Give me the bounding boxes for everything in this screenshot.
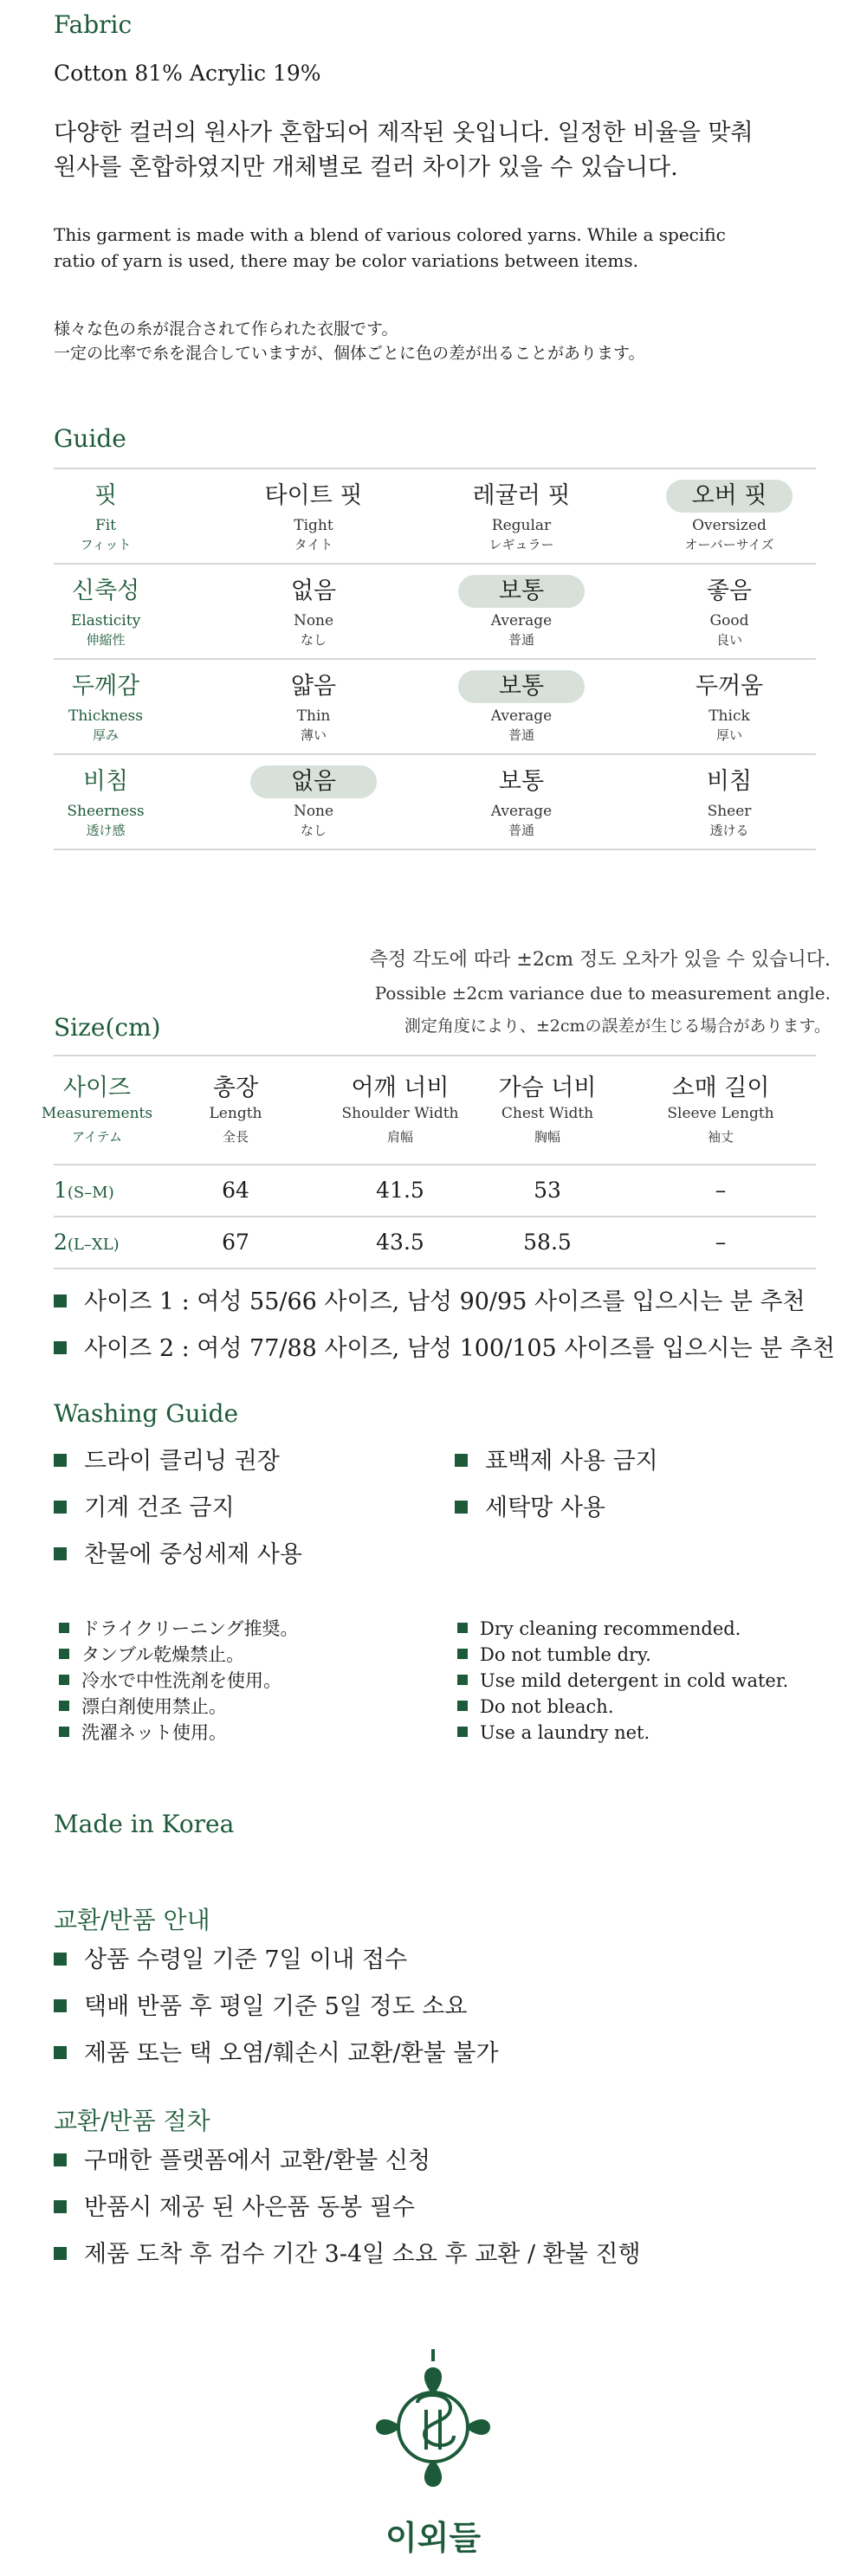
bullet-icon: [457, 1623, 468, 1633]
size-value-cell: [625, 1217, 816, 1268]
exchange-process-text: 반품시 제공 된 사은품 동봉 필수: [84, 2194, 415, 2221]
bullet-icon: [54, 1547, 67, 1560]
bullet-icon: [54, 1454, 67, 1467]
size-value: –: [715, 1178, 727, 1203]
size-row-label: [54, 1178, 114, 1203]
size-value-cell: [469, 1217, 625, 1268]
size-header-en: Chest Width: [501, 1105, 594, 1122]
bullet-icon: [59, 1701, 69, 1711]
exchange-process-text: 제품 도착 후 검수 기간 3-4일 소요 후 교환 / 환불 진행: [84, 2241, 641, 2268]
guide-row: [54, 468, 816, 565]
size-note-jp: 測定角度により、±2cmの誤差が生じる場合があります。: [404, 1017, 831, 1036]
guide-text-ko: 보통: [498, 578, 545, 604]
size-header-ko: 총장: [212, 1075, 259, 1101]
guide-text-en: Sheerness: [67, 803, 145, 820]
guide-label-cell: [2, 469, 210, 563]
size-recommendation: [54, 1333, 835, 1365]
size-header-jp: 袖丈: [707, 1129, 734, 1145]
exchange-process-item: [54, 2239, 641, 2270]
fabric-ko-line: 원사를 혼합하였지만 개체별로 컬러 차이가 있을 수 있습니다.: [54, 154, 678, 181]
guide-option-cell: [210, 469, 417, 563]
guide-text-jp: タイト: [294, 537, 333, 552]
guide-text-jp: 普通: [508, 632, 534, 648]
guide-text-en: Regular: [491, 517, 552, 534]
guide-text-en: None: [293, 612, 334, 629]
bullet-icon: [59, 1727, 69, 1737]
fabric-en-line: ratio of yarn is used, there may be color variations between items.: [54, 250, 638, 271]
guide-text-ko: 신축성: [71, 578, 140, 604]
guide-text-ko: 비침: [82, 768, 129, 795]
size-value: 41.5: [376, 1178, 424, 1203]
washing-item: [54, 1540, 302, 1571]
washing-item: [54, 1493, 235, 1524]
exchange-info-item: [54, 2038, 498, 2069]
size-header-en: Shoulder Width: [341, 1105, 459, 1122]
size-number: 2: [54, 1230, 68, 1255]
size-header-cell: [314, 1056, 487, 1164]
guide-row: [54, 660, 816, 755]
size-value: 43.5: [376, 1230, 424, 1255]
exchange-info-item: [54, 1945, 407, 1976]
guide-text-en: Tight: [294, 517, 333, 534]
guide-text-jp: 透ける: [709, 823, 749, 838]
size-value: 64: [222, 1178, 249, 1203]
size-header-ko: 소매 길이: [671, 1075, 770, 1101]
guide-table: [54, 468, 816, 850]
washing-title: Washing Guide: [54, 1399, 239, 1428]
size-value: 67: [222, 1230, 249, 1255]
guide-option-cell: [210, 755, 417, 849]
guide-text-jp: 薄い: [300, 727, 327, 743]
washing-en-text: Dry cleaning recommended.: [480, 1618, 741, 1639]
size-value: 58.5: [523, 1230, 572, 1255]
fabric-jp-line: 一定の比率で糸を混合していますが、個体ごとに色の差が出ることがあります。: [54, 344, 645, 363]
washing-jp-item: [59, 1616, 299, 1642]
origin-label: Made in Korea: [54, 1810, 235, 1838]
size-title: Size(cm): [54, 1013, 161, 1042]
guide-text-ko: 얇음: [290, 673, 337, 700]
guide-option-cell: [210, 660, 417, 753]
size-number: 1: [54, 1178, 68, 1203]
size-header-jp: 胸幅: [534, 1129, 560, 1145]
guide-title: Guide: [54, 424, 126, 453]
washing-jp-text: 漂白剤使用禁止。: [81, 1696, 227, 1717]
washing-item-text: 표백제 사용 금지: [485, 1448, 658, 1475]
exchange-info-text: 제품 또는 택 오염/훼손시 교환/환불 불가: [84, 2040, 499, 2067]
washing-item-text: 찬물에 중성세제 사용: [84, 1541, 302, 1568]
size-header-ko: 사이즈: [62, 1075, 132, 1101]
guide-text-en: Average: [490, 612, 553, 629]
washing-jp-item: [59, 1720, 227, 1746]
exchange-process-title: 교환/반품 절차: [54, 2107, 210, 2135]
guide-text-jp: 普通: [508, 727, 534, 743]
size-header-row: [41, 1055, 816, 1165]
washing-en-item: [457, 1694, 614, 1720]
size-value-cell: [469, 1165, 625, 1216]
guide-text-jp: 普通: [508, 823, 534, 838]
guide-text-ko: 보통: [498, 768, 545, 795]
guide-option-cell: [210, 565, 417, 658]
guide-text-ko: 두꺼움: [695, 673, 764, 700]
guide-text-jp: 厚い: [715, 727, 742, 743]
exchange-info-title: 교환/반품 안내: [54, 1906, 210, 1934]
brand-name: 이외들: [385, 2519, 482, 2557]
exchange-info-text: 상품 수령일 기준 7일 이내 접수: [84, 1947, 408, 1973]
guide-text-en: Sheer: [707, 803, 752, 820]
bullet-icon: [54, 2153, 67, 2166]
washing-jp-item: [59, 1668, 281, 1694]
bullet-icon: [457, 1727, 468, 1737]
bullet-icon: [59, 1649, 69, 1659]
washing-jp-item: [59, 1694, 227, 1720]
washing-en-item: [457, 1616, 741, 1642]
guide-text-ko: 없음: [290, 578, 337, 604]
guide-row: [54, 755, 816, 850]
size-recommendation: [54, 1287, 806, 1318]
washing-en-text: Use mild detergent in cold water.: [480, 1670, 789, 1691]
guide-text-jp: レギュラー: [488, 537, 554, 552]
size-recommendation-text: 사이즈 1 : 여성 55/66 사이즈, 남성 90/95 사이즈를 입으시는 분 추천: [84, 1288, 806, 1315]
guide-text-ko: 오버 핏: [691, 482, 767, 509]
guide-label-cell: [2, 565, 210, 658]
size-header-cell: [625, 1056, 816, 1164]
size-range: (L–XL): [67, 1236, 120, 1254]
size-value-cell: [625, 1165, 816, 1216]
guide-option-cell: [417, 565, 625, 658]
size-value-cell: [158, 1165, 314, 1216]
guide-text-ko: 좋음: [706, 578, 753, 604]
washing-jp-item: [59, 1642, 244, 1668]
guide-text-en: Elasticity: [70, 612, 141, 629]
guide-text-en: Thin: [296, 707, 331, 725]
exchange-process-text: 구매한 플랫폼에서 교환/환불 신청: [84, 2147, 430, 2174]
size-table: [41, 1055, 816, 1269]
bullet-icon: [455, 1454, 468, 1467]
guide-text-en: Average: [490, 803, 553, 820]
washing-item: [54, 1446, 280, 1477]
size-note-ko: 측정 각도에 따라 ±2cm 정도 오차가 있을 수 있습니다.: [369, 949, 831, 971]
size-value-cell: [314, 1165, 487, 1216]
guide-option-cell: [625, 565, 833, 658]
exchange-info-item: [54, 1992, 467, 2023]
bullet-icon: [457, 1701, 468, 1711]
washing-item-text: 드라이 클리닝 권장: [84, 1448, 280, 1475]
guide-label-cell: [2, 660, 210, 753]
size-value-cell: [158, 1217, 314, 1268]
guide-text-ko: 타이트 핏: [264, 482, 363, 509]
washing-jp-text: ドライクリーニング推奨。: [81, 1618, 299, 1639]
guide-text-jp: なし: [300, 632, 327, 648]
bullet-icon: [54, 1294, 67, 1307]
size-header-cell: [158, 1056, 314, 1164]
guide-text-en: None: [293, 803, 334, 820]
size-header-en: Measurements: [41, 1105, 153, 1122]
size-note: [370, 944, 831, 1043]
size-header-jp: 全長: [222, 1129, 249, 1145]
guide-text-en: Thickness: [68, 707, 143, 725]
bullet-icon: [457, 1649, 468, 1659]
bullet-icon: [457, 1675, 468, 1685]
size-header-en: Length: [209, 1105, 262, 1122]
guide-text-jp: 伸縮性: [86, 632, 126, 648]
fabric-ko-line: 다양한 컬러의 원사가 혼합되어 제작된 옷입니다. 일정한 비율을 맞춰: [54, 119, 754, 146]
size-row: [54, 1165, 816, 1217]
fabric-jp-line: 様々な色の糸が混合されて作られた衣服です。: [54, 320, 398, 339]
size-header-en: Sleeve Length: [667, 1105, 774, 1122]
guide-text-en: Average: [490, 707, 553, 725]
guide-text-ko: 두께감: [71, 673, 140, 700]
guide-option-cell: [417, 755, 625, 849]
washing-en-item: [457, 1642, 651, 1668]
size-row: [54, 1217, 816, 1269]
size-recommendation-text: 사이즈 2 : 여성 77/88 사이즈, 남성 100/105 사이즈를 입으시는 분 추천: [84, 1335, 835, 1362]
guide-text-jp: 厚み: [92, 727, 119, 743]
exchange-process-item: [54, 2192, 415, 2224]
bullet-icon: [59, 1623, 69, 1633]
guide-text-en: Fit: [94, 517, 117, 534]
guide-option-cell: [625, 660, 833, 753]
washing-en-item: [457, 1720, 650, 1746]
washing-item-text: 세탁망 사용: [485, 1495, 605, 1521]
bullet-icon: [54, 1953, 67, 1966]
guide-text-ko: 비침: [706, 768, 753, 795]
exchange-info-text: 택배 반품 후 평일 기준 5일 정도 소요: [84, 1993, 468, 2020]
washing-en-item: [457, 1668, 788, 1694]
size-header-jp: 肩幅: [386, 1129, 413, 1145]
size-value-cell: [314, 1217, 487, 1268]
fabric-en-line: This garment is made with a blend of various colored yarns. While a specific: [54, 224, 726, 245]
bullet-icon: [54, 2046, 67, 2059]
guide-text-jp: 良い: [715, 632, 742, 648]
guide-text-jp: フィット: [80, 537, 132, 552]
fabric-composition: Cotton 81% Acrylic 19%: [54, 61, 321, 86]
guide-text-ko: 보통: [498, 673, 545, 700]
washing-en-text: Do not tumble dry.: [480, 1644, 651, 1665]
size-range: (S–M): [67, 1184, 114, 1202]
guide-text-ko: 핏: [94, 482, 118, 509]
washing-jp-text: 冷水で中性洗剤を使用。: [81, 1670, 281, 1691]
fabric-ko-text: [54, 116, 754, 185]
size-header-ko: 어깨 너비: [351, 1075, 450, 1101]
washing-item: [455, 1446, 658, 1477]
bullet-icon: [59, 1675, 69, 1685]
guide-option-cell: [417, 660, 625, 753]
bullet-icon: [54, 1341, 67, 1354]
washing-en-text: Use a laundry net.: [480, 1722, 650, 1743]
guide-text-jp: なし: [300, 823, 327, 838]
guide-option-cell: [417, 469, 625, 563]
guide-option-cell: [625, 469, 833, 563]
size-value: 53: [534, 1178, 561, 1203]
exchange-process-item: [54, 2146, 430, 2177]
size-header-ko: 가슴 너비: [498, 1075, 597, 1101]
fabric-jp-text: [54, 317, 644, 365]
guide-option-cell: [625, 755, 833, 849]
guide-text-en: Good: [709, 612, 749, 629]
size-header-cell: [469, 1056, 625, 1164]
guide-text-ko: 레귤러 핏: [472, 482, 571, 509]
washing-en-text: Do not bleach.: [480, 1696, 614, 1717]
fabric-en-text: [54, 222, 726, 274]
guide-row: [54, 565, 816, 660]
bullet-icon: [54, 2247, 67, 2260]
fabric-title: Fabric: [54, 10, 133, 39]
guide-text-en: Oversized: [692, 517, 767, 534]
guide-label-cell: [2, 755, 210, 849]
guide-text-ko: 없음: [290, 768, 337, 795]
bullet-icon: [54, 2200, 67, 2213]
washing-jp-text: 洗濯ネット使用。: [81, 1722, 227, 1743]
guide-text-en: Thick: [708, 707, 750, 725]
guide-text-jp: 透け感: [86, 823, 126, 838]
bullet-icon: [455, 1501, 468, 1514]
washing-jp-text: タンブル乾燥禁止。: [81, 1644, 245, 1665]
brand-emblem-icon: [364, 2342, 502, 2507]
guide-text-jp: オーバーサイズ: [684, 537, 774, 552]
bullet-icon: [54, 1999, 67, 2012]
size-note-en: Possible ±2cm variance due to measurement angle.: [374, 983, 831, 1004]
size-header-jp: アイテム: [72, 1129, 122, 1145]
bullet-icon: [54, 1501, 67, 1514]
size-value: –: [715, 1230, 727, 1255]
washing-item: [455, 1493, 605, 1524]
size-row-label: [54, 1230, 120, 1255]
washing-item-text: 기계 건조 금지: [84, 1495, 235, 1521]
